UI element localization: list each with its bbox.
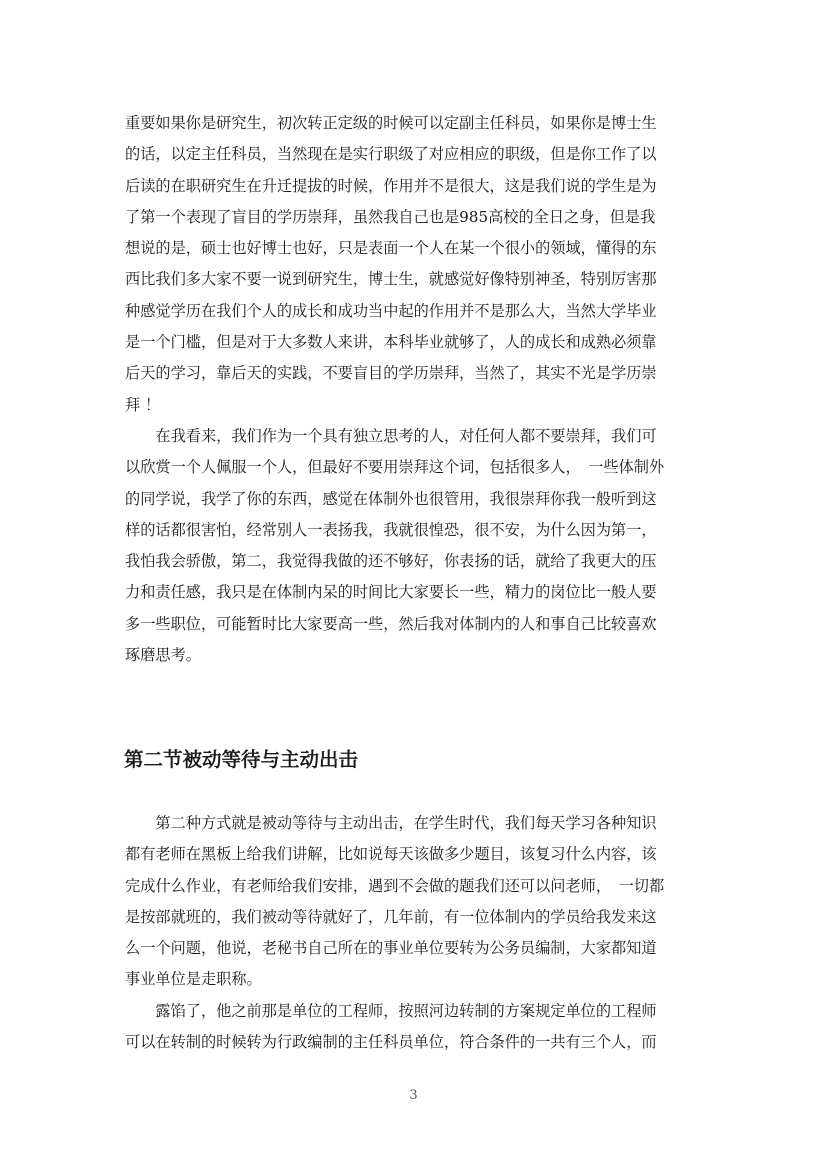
text-line: 的话，以定主任科员，当然现在是实行职级了对应相应的职级，但是你工作了以 <box>125 145 657 164</box>
text-line: 我怕我会骄傲，第二，我觉得我做的还不够好，你表扬的话，就给了我更大的压 <box>125 552 657 571</box>
text-line: 事业单位是走职称。 <box>125 970 262 989</box>
text-line: 完成什么作业，有老师给我们安排，遇到不会做的题我们还可以问老师， 一切都 <box>125 876 665 895</box>
text-line: 是按部就班的，我们被动等待就好了，几年前，有一位体制内的学员给我发来这 <box>125 907 657 926</box>
text-line: 的同学说，我学了你的东西，感觉在体制外也很管用，我很崇拜你我一般听到这 <box>125 489 657 508</box>
text-line: 么一个问题，他说，老秘书自己所在的事业单位要转为公务员编制，大家都知道 <box>125 939 657 958</box>
text-line: 想说的是，硕士也好博士也好，只是表面一个人在某一个很小的领域，懂得的东 <box>125 239 657 258</box>
body-text-block-2 <box>125 808 715 1058</box>
page-number: 3 <box>409 1088 418 1103</box>
text-line: 了第一个表现了盲目的学历崇拜，虽然我自己也是985高校的全日之身，但是我 <box>125 207 656 226</box>
section-heading: 第二节被动等待与主动出击 <box>124 748 359 771</box>
text-line: 拜 ！ <box>125 395 161 414</box>
text-line: 多一些职位，可能暂时比大家要高一些，然后我对体制内的人和事自己比较喜欢 <box>125 614 657 633</box>
text-line: 第二种方式就是被动等待与主动出击，在学生时代，我们每天学习各种知识 <box>125 814 657 832</box>
text-line: 后天的学习，靠后天的实践，不要盲目的学历崇拜，当然了，其实不光是学历崇 <box>125 364 657 383</box>
text-line: 后读的在职研究生在升迁提拔的时候，作用并不是很大，这是我们说的学生是为 <box>125 176 657 195</box>
text-line: 西比我们多大家不要一说到研究生，博士生，就感觉好像特别神圣，特别厉害那 <box>125 270 657 289</box>
text-line: 可以在转制的时候转为行政编制的主任科员单位，符合条件的一共有三个人，而 <box>125 1033 657 1052</box>
text-line: 在我看来，我们作为一个具有独立思考的人，对任何人都不要崇拜，我们可 <box>125 426 657 445</box>
text-line: 力和责任感，我只是在体制内呆的时间比大家要长一些，精力的岗位比一般人要 <box>125 583 657 602</box>
text-line: 露馅了，他之前那是单位的工程师，按照河边转制的方案规定单位的工程师 <box>125 1001 657 1020</box>
text-line: 种感觉学历在我们个人的成长和成功当中起的作用并不是那么大，当然大学毕业 <box>125 301 657 320</box>
text-line: 样的话都很害怕，经常别人一表扬我，我就很惶恐，很不安，为什么因为第一， <box>125 520 657 539</box>
text-line: 以欣赏一个人佩服一个人，但最好不要用崇拜这个词，包括很多人， 一些体制外 <box>125 458 665 477</box>
body-text-block-1 <box>125 108 715 671</box>
text-line: 重要如果你是研究生，初次转正定级的时候可以定副主任科员，如果你是博士生 <box>125 114 657 132</box>
text-line: 都有老师在黑板上给我们讲解，比如说每天该做多少题目，该复习什么内容，该 <box>125 845 657 864</box>
text-line: 琢磨思考。 <box>125 646 201 665</box>
text-line: 是一个门槛，但是对于大多数人来讲，本科毕业就够了，人的成长和成熟必须靠 <box>125 333 657 352</box>
